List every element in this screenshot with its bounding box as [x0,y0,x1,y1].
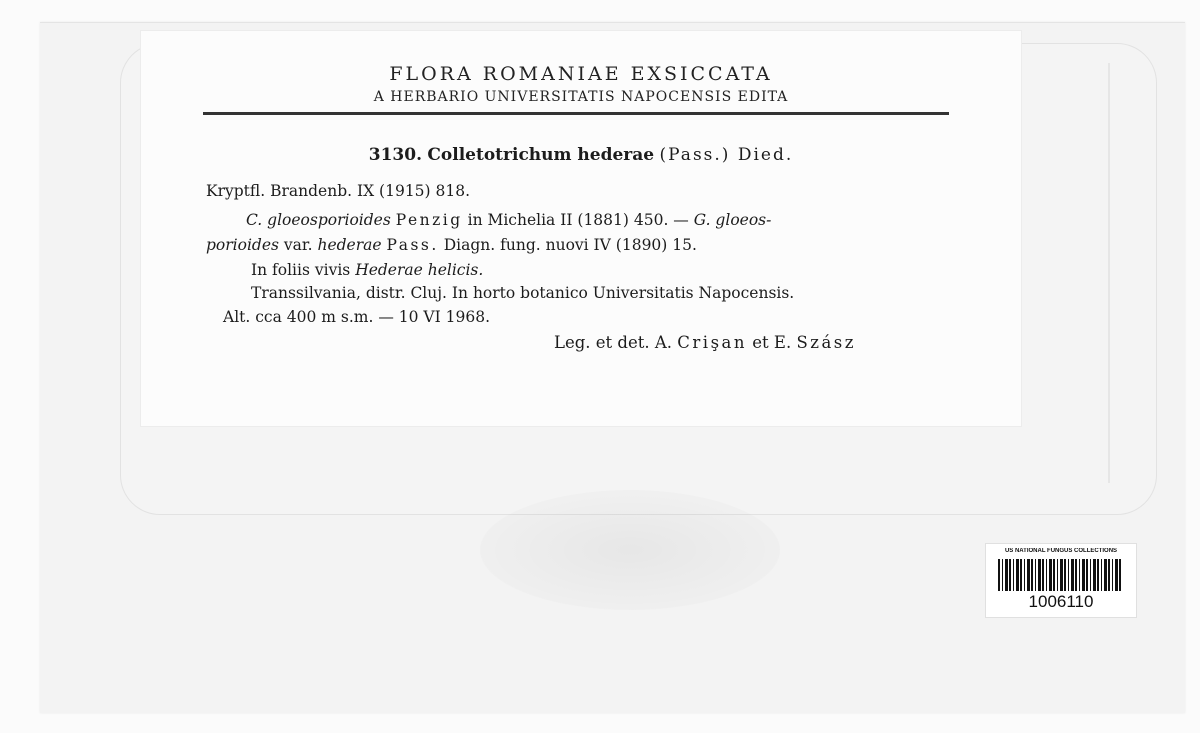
locality-line: Transsilvania, distr. Cluj. In horto botanico Universitatis Napocensis. [251,284,795,302]
species-number: 3130. [368,145,422,165]
collector-2: Szász [796,333,856,352]
specimen-label [140,30,1022,427]
collector-line [554,333,856,352]
synonym-1-author: Penzig [395,211,463,229]
barcode-number: 1006110 [1028,592,1094,611]
packet-fold [1088,63,1110,483]
synonym-2-author: Pass. [386,236,439,254]
synonym-2-reference: Diagn. fung. nuovi IV (1890) 15. [443,236,697,254]
barcode-label [985,543,1137,618]
synonym-1-reference: in Michelia II (1881) 450. — [467,211,689,229]
synonym-2-rank: var. [283,236,313,254]
collector-join: et E. [752,333,792,352]
synonym-2-genus-start: G. gloeos- [693,211,772,229]
species-heading [201,145,961,165]
host-species: Hederae helicis. [355,261,484,279]
synonym-1-name: C. gloeosporioides [246,211,391,229]
barcode-institution: US NATIONAL FUNGUS COLLECTIONS [1004,548,1118,554]
species-authority: (Pass.) Died. [659,145,794,165]
title-rule [203,112,949,115]
specimen-smudge [480,490,780,610]
label-subtitle: A HERBARIO UNIVERSITATIS NAPOCENSIS EDITA [373,89,789,105]
synonym-2-epithet: porioides [206,236,279,254]
synonym-line-2 [206,236,697,254]
collector-1: Crişan [677,333,748,352]
synonym-2-variety: hederae [317,236,382,254]
species-name: Colletotrichum hederae [427,145,655,165]
altitude-date-line: Alt. cca 400 m s.m. — 10 VI 1968. [223,308,491,326]
label-title: FLORA ROMANIAE EXSICCATA [389,63,773,85]
collector-prefix: Leg. et det. A. [554,333,673,352]
citation-line: Kryptfl. Brandenb. IX (1915) 818. [206,182,471,200]
synonym-line-1 [246,211,771,229]
barcode-bars [998,559,1123,591]
host-habitat: In foliis vivis [251,261,351,279]
host-line [251,261,483,279]
